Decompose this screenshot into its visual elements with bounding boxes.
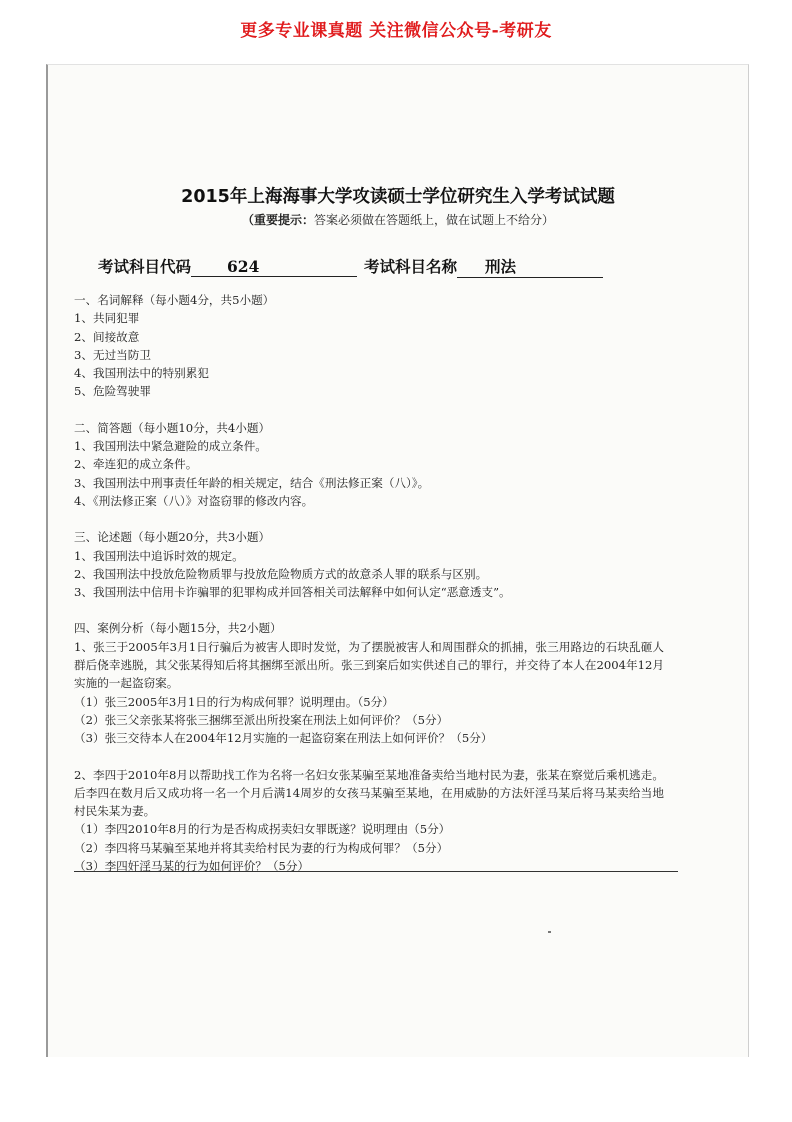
list-item: 2、间接故意 <box>74 329 140 344</box>
list-item: 1、共同犯罪 <box>74 311 140 326</box>
subject-name-value: 刑法 <box>457 255 603 278</box>
scan-speck <box>548 931 551 933</box>
list-item: 5、危险驾驶罪 <box>74 384 151 399</box>
case-2-question: （2）李四将马某骗至某地并将其卖给村民为妻的行为构成何罪？（5分） <box>74 840 449 855</box>
case-1-question: （2）张三父亲张某将张三捆绑至派出所投案在刑法上如何评价？（5分） <box>74 712 449 727</box>
list-item: 4、《刑法修正案（八）》对盗窃罪的修改内容。 <box>74 493 314 508</box>
subject-code-value: 624 <box>191 257 357 277</box>
subject-line <box>98 255 658 278</box>
case-2-text: 2、李四于2010年8月以帮助找工作为名将一名妇女张某骗至某地准备卖给当地村民为妻，张某在察觉后乘机逃走。后李四在数月后又成功将一名一个月后满14周岁的女孩马某骗至某地，在用威胁的方法奸淫马某后将马某卖给当地村民朱某为妻。 <box>74 767 664 819</box>
subject-code-label: 考试科目代码 <box>98 257 192 276</box>
list-item: 2、牵连犯的成立条件。 <box>74 457 198 472</box>
list-item: 2、我国刑法中投放危险物质罪与投放危险物质方式的故意杀人罪的联系与区别。 <box>74 566 488 581</box>
promo-banner: 更多专业课真题 关注微信公众号-考研友 <box>240 21 552 41</box>
scanned-exam-page <box>46 64 749 1057</box>
list-item: 1、我国刑法中追诉时效的规定。 <box>74 548 244 563</box>
bottom-rule <box>74 871 678 872</box>
list-item: 3、无过当防卫 <box>74 347 151 362</box>
section-3-heading: 三、论述题（每小题20分，共3小题） <box>74 530 271 545</box>
subject-name-label: 考试科目名称 <box>363 257 457 276</box>
list-item: 3、我国刑法中信用卡诈骗罪的犯罪构成并回答相关司法解释中如何认定“恶意透支”。 <box>74 585 511 600</box>
case-1-text: 1、张三于2005年3月1日行骗后为被害人即时发觉，为了摆脱被害人和周围群众的抓捕，张三用路边的石块乱砸人群后侥幸逃脱，其父张某得知后将其捆绑至派出所。张三到案后如实供述自己的罪行，并交待了本人在2004年12月实施的一起盗窃案。 <box>74 639 664 691</box>
case-1-question: （3）张三交待本人在2004年12月实施的一起盗窃案在刑法上如何评价？（5分） <box>74 731 493 746</box>
list-item: 3、我国刑法中刑事责任年龄的相关规定，结合《刑法修正案（八）》。 <box>74 475 430 490</box>
section-1-heading: 一、名词解释（每小题4分，共5小题） <box>74 293 275 307</box>
list-item: 1、我国刑法中紧急避险的成立条件。 <box>74 439 267 454</box>
case-1-question: （1）张三2005年3月1日的行为构成何罪？说明理由。（5分） <box>74 694 394 709</box>
case-2-question: （3）李四奸淫马某的行为如何评价？（5分） <box>74 859 310 874</box>
exam-title: 2015年上海海事大学攻读硕士学位研究生入学考试试题 <box>181 187 615 207</box>
note-bold: （重要提示： <box>241 213 314 227</box>
note-text: 答案必须做在答题纸上，做在试题上不给分） <box>314 213 555 227</box>
list-item: 4、我国刑法中的特别累犯 <box>74 366 209 381</box>
case-2-question: （1）李四2010年8月的行为是否构成拐卖妇女罪既遂？说明理由（5分） <box>74 822 451 837</box>
section-2-heading: 二、简答题（每小题10分，共4小题） <box>74 420 271 435</box>
important-note <box>48 211 748 228</box>
exam-content <box>74 291 664 875</box>
section-4-heading: 四、案例分析（每小题15分，共2小题） <box>74 621 282 636</box>
